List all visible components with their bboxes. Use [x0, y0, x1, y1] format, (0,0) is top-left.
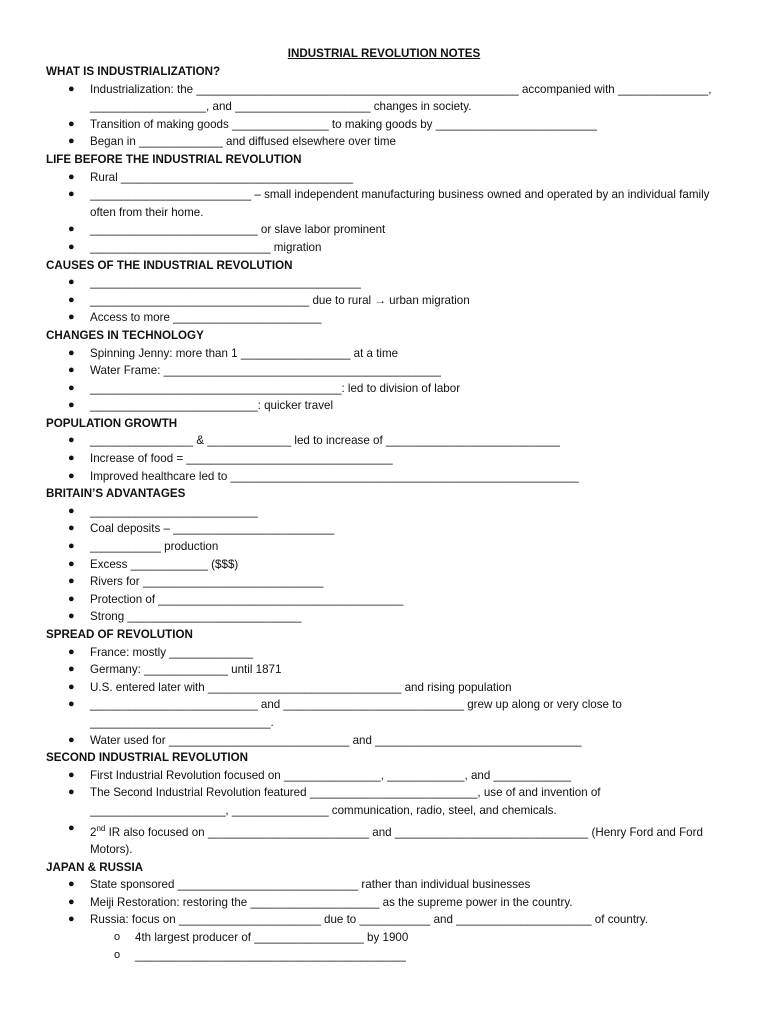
bullet-dot-icon: ●	[68, 786, 75, 799]
list-item	[46, 696, 726, 731]
list-item-text: _______________________________________: led to division of labor	[90, 381, 461, 395]
list-item	[46, 432, 726, 450]
bullet-dot-icon: ●	[68, 469, 75, 482]
bullet-dot-icon: ●	[68, 733, 75, 746]
list-item-text: Meiji Restoration: restoring the ____________________ as the supreme power in the country.	[90, 895, 573, 909]
list-item-text: Increase of food = ________________________________	[90, 452, 393, 466]
bullet-dot-icon: ●	[68, 557, 75, 570]
list-item-text: Russia: focus on ______________________ due to ___________ and _____________________ of country.	[90, 913, 649, 927]
bullet-dot-icon: ●	[68, 663, 75, 676]
list-item	[46, 116, 726, 134]
list-item-text: _________________________ – small independent manufacturing business owned and operated by an individual family often from their home.	[90, 188, 710, 219]
list-item	[46, 292, 726, 310]
list-item	[46, 911, 726, 929]
list-item-text: 4th largest producer of _________________ by 1900	[135, 930, 409, 944]
bullet-dot-icon: ●	[68, 592, 75, 605]
bullet-dot-icon: ●	[68, 364, 75, 377]
list-item	[46, 309, 726, 327]
list-item-text: Began in _____________ and diffused elsewhere over time	[90, 135, 396, 149]
list-item	[46, 661, 726, 679]
sub-list-item	[46, 947, 726, 965]
bullet-dot-icon: ●	[68, 276, 75, 289]
section-heading: SPREAD OF REVOLUTION	[46, 628, 193, 641]
list-item-text: ________________ & _____________ led to increase of ___________________________	[90, 434, 560, 448]
bullet-dot-icon: ●	[68, 399, 75, 412]
bullet-dot-icon: ●	[68, 346, 75, 359]
list-item	[46, 345, 726, 363]
list-item	[46, 784, 726, 819]
list-item-text: Transition of making goods _______________ to making goods by _________________________	[90, 117, 597, 131]
list-item-text: Spinning Jenny: more than 1 _________________ at a time	[90, 346, 399, 360]
bullet-dot-icon: ●	[68, 223, 75, 236]
list-item-prefix: 2	[90, 825, 97, 839]
list-item	[46, 608, 726, 626]
bullet-circle-icon: o	[114, 948, 121, 961]
list-item	[46, 468, 726, 486]
list-item	[46, 679, 726, 697]
section-heading: JAPAN & RUSSIA	[46, 860, 144, 874]
list-item	[46, 538, 726, 556]
bullet-dot-icon: ●	[68, 768, 75, 781]
list-item-text: IR also focused on _________________________ and ______________________________ (Henry Ford and Ford Motors).	[90, 825, 703, 856]
list-item	[46, 520, 726, 538]
list-item	[46, 133, 726, 151]
section-heading: CHANGES IN TECHNOLOGY	[46, 328, 204, 342]
list-item-text: Protection of ______________________________________	[90, 592, 404, 606]
list-item	[46, 81, 726, 116]
list-item-text: U.S. entered later with ______________________________ and rising population	[90, 680, 512, 694]
list-item	[46, 186, 726, 221]
list-item-text: France: mostly _____________	[90, 645, 254, 659]
bullet-dot-icon: ●	[68, 821, 75, 834]
bullet-dot-icon: ●	[68, 135, 75, 148]
bullet-dot-icon: ●	[68, 522, 75, 535]
list-item-text: Industrialization: the __________________________________________________ accompanied with ______________, __________________, and _____________________ changes in society.	[90, 82, 712, 114]
ordinal-superscript: nd	[96, 823, 106, 833]
list-item-text: The Second Industrial Revolution featured __________________________, use of and invention of _____________________, _______________ communication, radio, steel, and chemicals.	[90, 786, 601, 817]
bullet-dot-icon: ●	[68, 575, 75, 588]
bullet-dot-icon: ●	[68, 680, 75, 693]
bullet-dot-icon: ●	[68, 645, 75, 658]
bullet-dot-icon: ●	[68, 698, 75, 711]
list-item	[46, 221, 726, 239]
list-item-text: Coal deposits – _________________________	[90, 522, 335, 536]
list-item-text: Rural ____________________________________	[90, 170, 354, 184]
bullet-dot-icon: ●	[68, 82, 75, 95]
list-item-text: __________________________: quicker travel	[90, 399, 334, 413]
list-item	[46, 573, 726, 591]
list-item	[46, 732, 726, 750]
list-item-text: ___________ production	[90, 540, 219, 554]
bullet-dot-icon: ●	[68, 452, 75, 465]
list-item-text: __________________________________ due to rural → urban migration	[90, 293, 470, 307]
list-item-text: Water Frame: ___________________________________________	[90, 364, 441, 378]
page-title: INDUSTRIAL REVOLUTION NOTES	[287, 47, 481, 60]
list-item	[46, 450, 726, 468]
list-item-text: Germany: _____________ until 1871	[90, 663, 282, 677]
bullet-dot-icon: ●	[68, 240, 75, 253]
bullet-dot-icon: ●	[68, 311, 75, 324]
list-item	[46, 503, 726, 521]
list-item-text: State sponsored ____________________________ rather than individual businesses	[90, 878, 531, 892]
list-item	[46, 876, 726, 894]
list-item	[46, 644, 726, 662]
list-item-text: Water used for ____________________________ and ________________________________	[90, 733, 582, 747]
bullet-dot-icon: ●	[68, 293, 75, 306]
list-item	[46, 169, 726, 187]
bullet-dot-icon: ●	[68, 170, 75, 183]
list-item	[46, 380, 726, 398]
section-heading: SECOND INDUSTRIAL REVOLUTION	[46, 751, 249, 765]
bullet-circle-icon: o	[114, 930, 121, 943]
list-item	[46, 894, 726, 912]
bullet-dot-icon: ●	[68, 434, 75, 447]
list-item	[46, 274, 726, 292]
bullet-dot-icon: ●	[68, 895, 75, 908]
bullet-dot-icon: ●	[68, 504, 75, 517]
list-item-text: Excess ____________ ($$$)	[90, 557, 239, 571]
list-item-text: __________________________________________	[135, 948, 406, 962]
bullet-dot-icon: ●	[68, 610, 75, 623]
sub-list-item	[46, 929, 726, 947]
bullet-dot-icon: ●	[68, 878, 75, 891]
list-item	[46, 397, 726, 415]
list-item	[46, 239, 726, 257]
notes-content	[46, 63, 726, 964]
list-item-text: Access to more _______________________	[90, 311, 322, 325]
bullet-dot-icon: ●	[68, 913, 75, 926]
bullet-dot-icon: ●	[68, 188, 75, 201]
bullet-dot-icon: ●	[68, 540, 75, 553]
list-item	[46, 591, 726, 609]
list-item	[46, 362, 726, 380]
section-heading: BRITAIN’S ADVANTAGES	[46, 487, 186, 501]
list-item-text: ____________________________ migration	[90, 240, 322, 254]
list-item	[46, 767, 726, 785]
list-item-text: Rivers for ____________________________	[90, 575, 324, 589]
list-item-text: __________________________	[90, 504, 258, 518]
list-item	[46, 556, 726, 574]
list-item-text: __________________________ or slave labor prominent	[90, 223, 386, 237]
section-heading: LIFE BEFORE THE INDUSTRIAL REVOLUTION	[46, 152, 302, 166]
bullet-dot-icon: ●	[68, 381, 75, 394]
list-item	[46, 820, 726, 859]
bullet-dot-icon: ●	[68, 117, 75, 130]
list-item-text: Strong ___________________________	[90, 610, 302, 624]
list-item-text: Improved healthcare led to ______________________________________________________	[90, 469, 579, 483]
section-heading: WHAT IS INDUSTRIALIZATION?	[46, 65, 221, 78]
section-heading: CAUSES OF THE INDUSTRIAL REVOLUTION	[46, 258, 293, 272]
list-item-text: First Industrial Revolution focused on _______________, ____________, and ____________	[90, 768, 571, 782]
list-item-text: __________________________ and ____________________________ grew up along or very close to ____________________________.	[90, 698, 622, 729]
section-heading: POPULATION GROWTH	[46, 416, 178, 430]
list-item-text: __________________________________________	[90, 276, 361, 290]
